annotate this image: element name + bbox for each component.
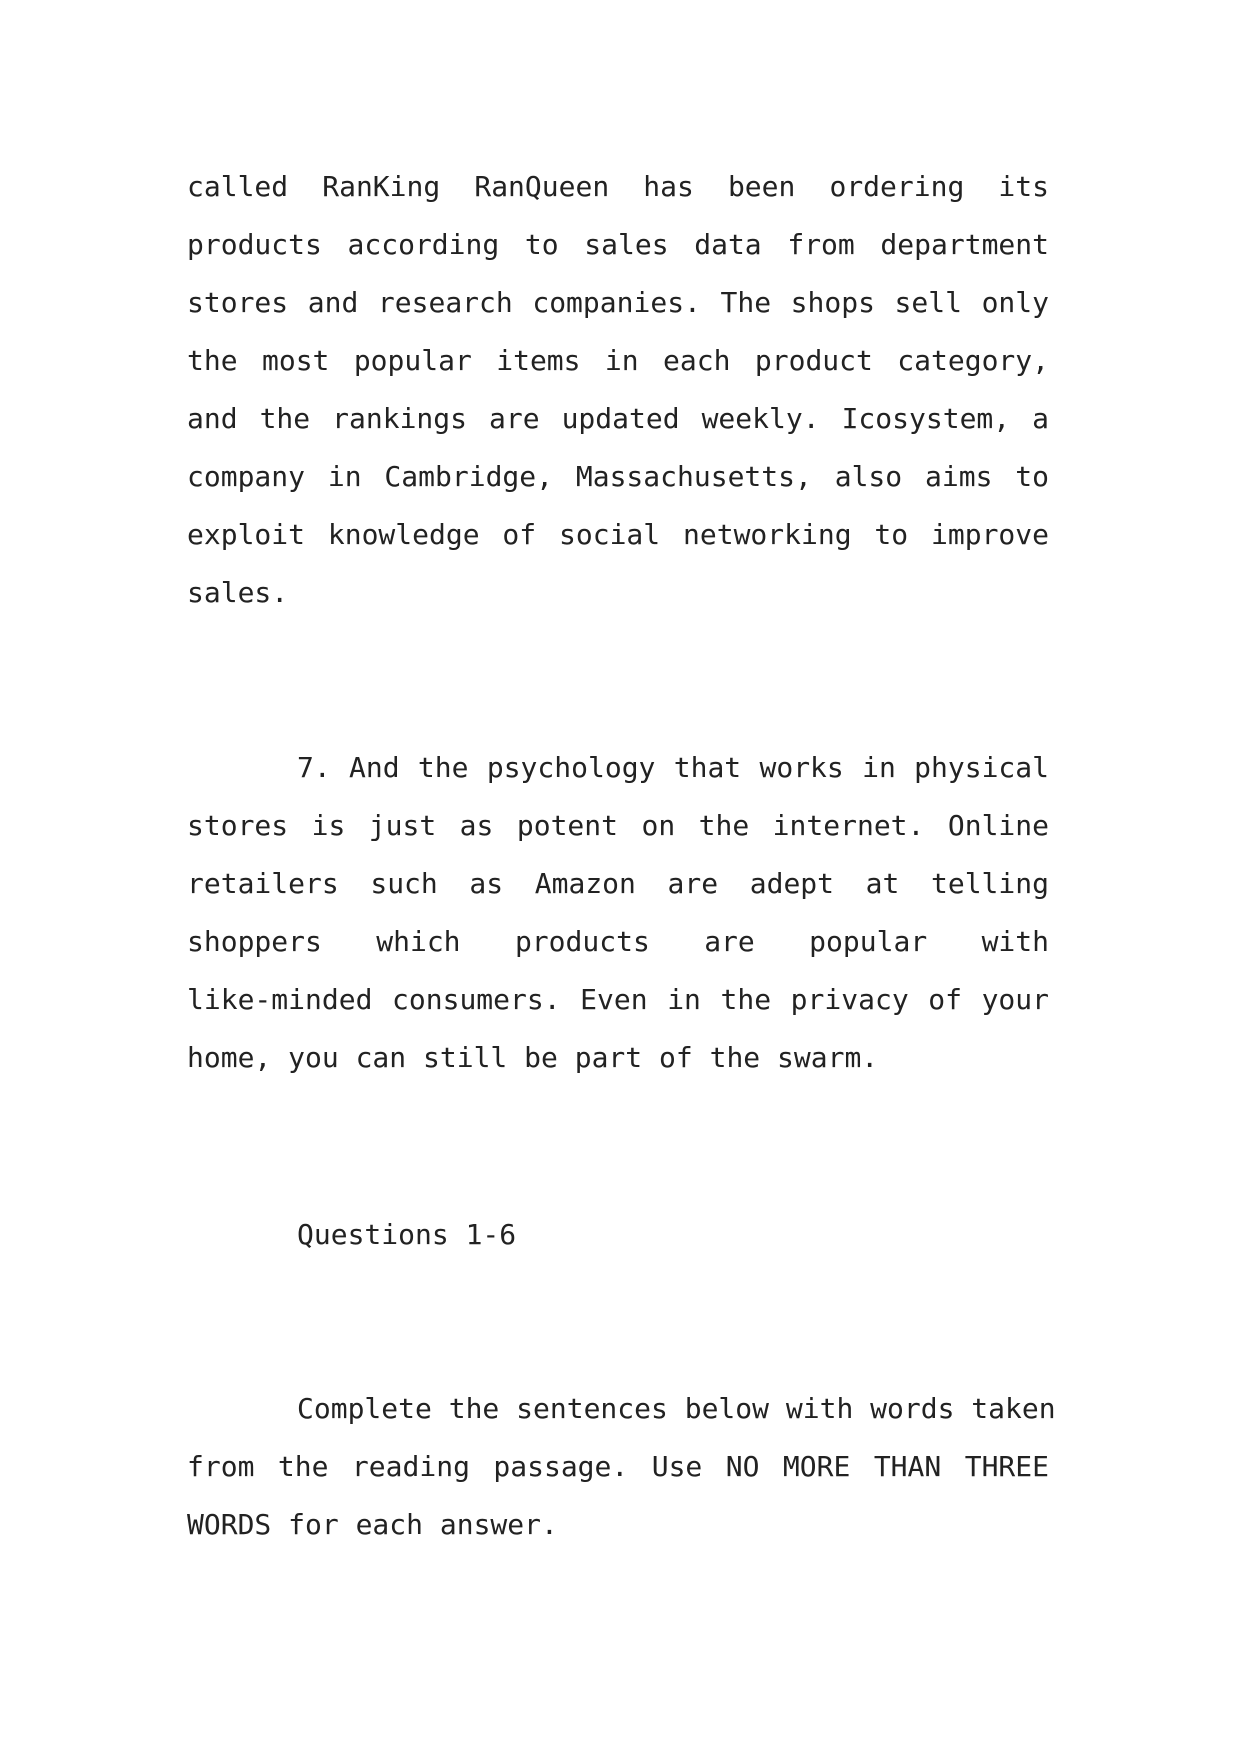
paragraph-line: called RanKing RanQueen has been ordering its (187, 170, 1049, 203)
paragraph-line: sales. (187, 576, 289, 609)
paragraph-line: the most popular items in each product category, (187, 344, 1049, 377)
paragraph-line: retailers such as Amazon are adept at telling (187, 867, 1049, 900)
instructions-paragraph (187, 1380, 1056, 1554)
paragraph-line: home, you can still be part of the swarm. (187, 1041, 879, 1074)
questions-heading-block (187, 1206, 1049, 1264)
paragraph-line: shoppers which products are popular with (187, 925, 1049, 958)
paragraph-line: exploit knowledge of social networking to improve (187, 518, 1049, 551)
paragraph-line: and the rankings are updated weekly. Icosystem, a (187, 402, 1049, 435)
questions-heading: Questions 1-6 (297, 1218, 517, 1251)
instructions-line: from the reading passage. Use NO MORE THAN THREE (187, 1450, 1049, 1483)
paragraph-line: like-minded consumers. Even in the privacy of your (187, 983, 1049, 1016)
paragraph-line: stores is just as potent on the internet. Online (187, 809, 1049, 842)
instructions-line: Complete the sentences below with words taken (297, 1392, 1056, 1425)
paragraph-line: company in Cambridge, Massachusetts, also aims to (187, 460, 1049, 493)
paragraph-line: stores and research companies. The shops sell only (187, 286, 1049, 319)
continuation-paragraph (187, 158, 1049, 622)
paragraph-line: products according to sales data from department (187, 228, 1049, 261)
paragraph-7 (187, 739, 1049, 1087)
paragraph-line: 7. And the psychology that works in physical (297, 751, 1049, 784)
instructions-line: WORDS for each answer. (187, 1508, 558, 1541)
